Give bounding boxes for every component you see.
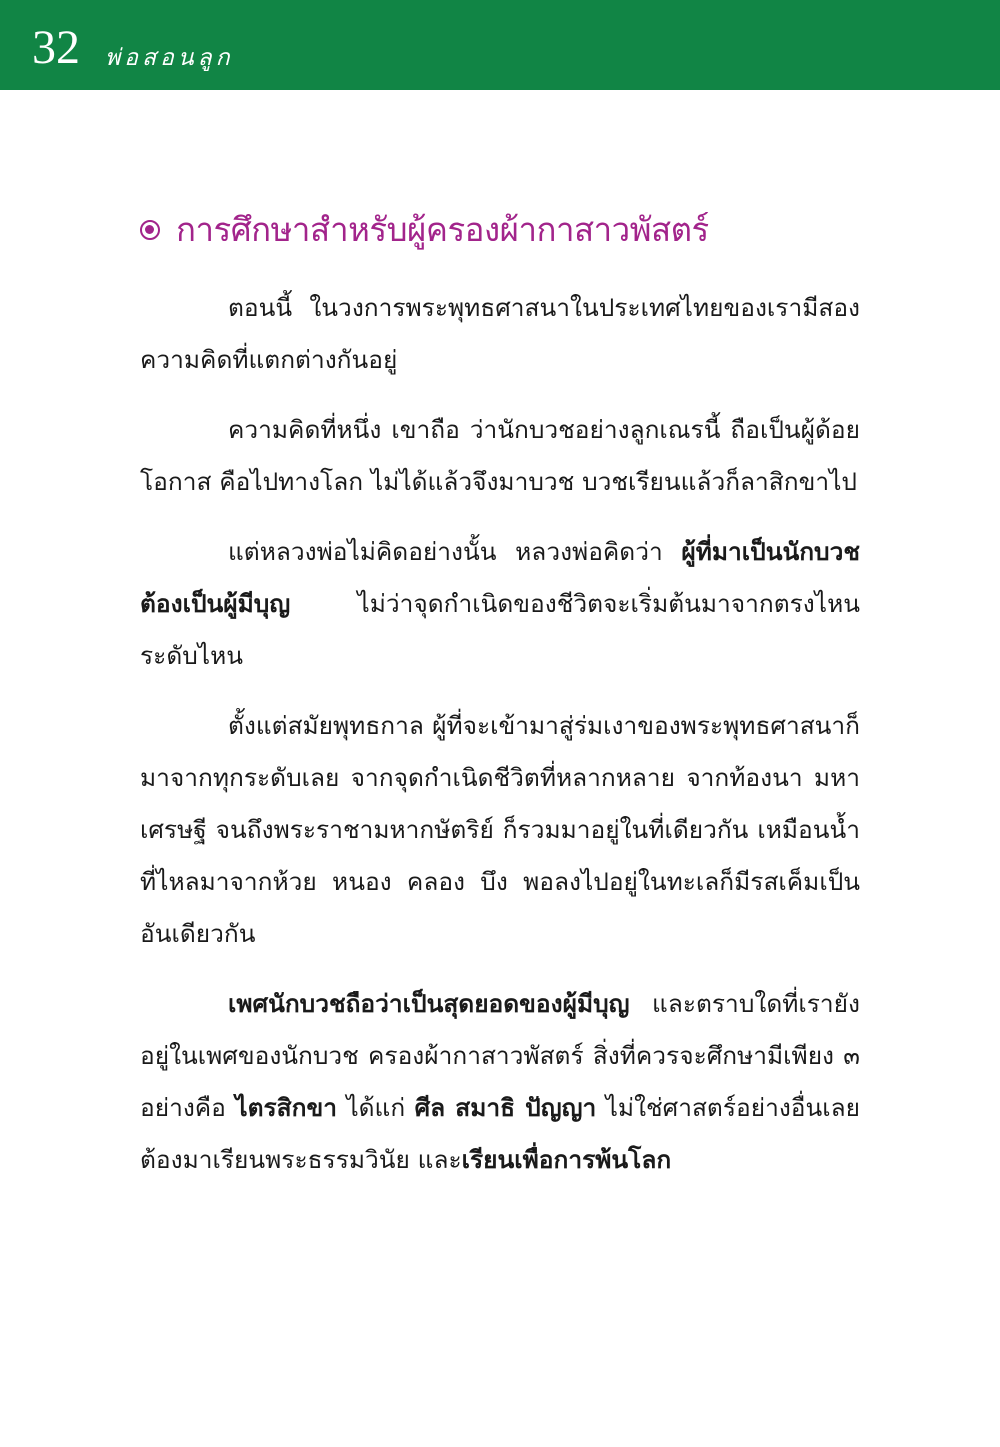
paragraph-text: แต่หลวงพ่อไม่คิดอย่างนั้น หลวงพ่อคิดว่า (228, 537, 682, 566)
paragraph-text: ได้แก่ (336, 1093, 415, 1122)
page-number: 32 (32, 21, 80, 74)
paragraph-text: ตอนนี้ ในวงการพระพุทธศาสนาในประเทศไทยของเรามีสองความคิดที่แตกต่างกันอยู่ (140, 293, 860, 374)
section-heading-text: การศึกษาสำหรับผู้ครองผ้ากาสาวพัสตร์ (176, 210, 709, 249)
body-text (140, 282, 860, 1204)
section-heading (140, 200, 900, 260)
paragraph-text: ตั้งแต่สมัยพุทธกาล ผู้ที่จะเข้ามาสู่ร่มเงาของพระพุทธศาสนาก็มาจากทุกระดับเลย จากจุดกำเนิดชีวิตที่หลากหลาย จากท้องนา มหาเศรษฐี จนถึงพระราชามหากษัตริย์ ก็รวมมาอยู่ในที่เดียวกัน เหมือนน้ำที่ไหลมาจากห้วย หนอง คลอง บึง พอลงไปอยู่ในทะเลก็มีรสเค็มเป็นอันเดียวกัน (140, 711, 860, 948)
paragraph-text: ไม่ว่าจุดกำเนิดของชีวิตจะเริ่มต้นมาจากตรงไหน ระดับไหน (140, 589, 860, 670)
bold-phrase: ผู้ที่มาเป็นนักบวชต้องเป็นผู้มีบุญ (140, 537, 860, 618)
paragraph-text: และตราบใดที่เรายังอยู่ในเพศของนักบวช ครองผ้ากาสาวพัสตร์ สิ่งที่ควรจะศึกษามีเพียง ๓ อย่างคือ (140, 989, 860, 1122)
paragraph-text: ไม่ใช่ศาสตร์อย่างอื่นเลย ต้องมาเรียนพระธรรมวินัย และ (140, 1093, 860, 1174)
header-band (0, 0, 1000, 90)
paragraph-5 (140, 978, 860, 1186)
paragraph-3 (140, 526, 860, 682)
paragraph-1 (140, 282, 860, 386)
bold-phrase: ศีล สมาธิ ปัญญา (414, 1093, 597, 1122)
bold-phrase: ไตรสิกขา (235, 1093, 337, 1122)
bold-phrase: เรียนเพื่อการพ้นโลก (461, 1145, 672, 1174)
paragraph-4 (140, 700, 860, 960)
paragraph-2 (140, 404, 860, 508)
paragraph-text: ความคิดที่หนึ่ง เขาถือ ว่านักบวชอย่างลูกเณรนี้ ถือเป็นผู้ด้อยโอกาส คือไปทางโลก ไม่ได้แล้วจึงมาบวช บวชเรียนแล้วก็ลาสิกขาไป (140, 415, 860, 496)
bold-phrase: เพศนักบวชถือว่าเป็นสุดยอดของผู้มีบุญ (228, 989, 630, 1018)
circled-dot-icon (140, 220, 160, 240)
running-title: พ่อสอนลูก (105, 45, 234, 71)
